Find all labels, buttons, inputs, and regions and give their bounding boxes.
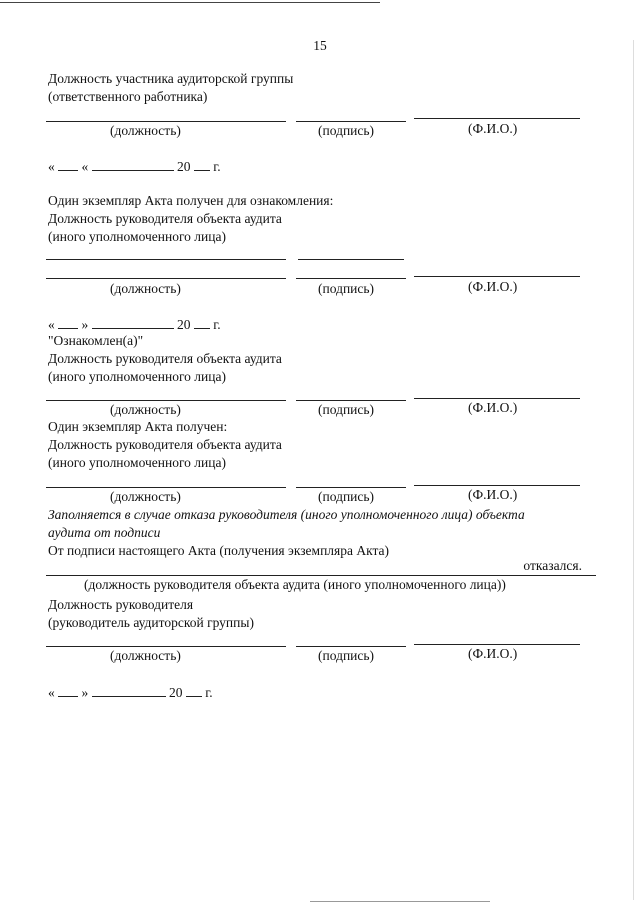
year-prefix: 20 (177, 159, 191, 174)
year-prefix: 20 (177, 317, 191, 332)
page-number: 15 (313, 38, 327, 53)
leader-title-line-2: (руководитель аудиторской группы) (48, 615, 254, 630)
signature-line (296, 278, 406, 279)
auditor-title-line-2: (ответственного работника) (48, 89, 208, 104)
position-line (46, 646, 286, 647)
fio-caption: (Ф.И.О.) (468, 400, 518, 415)
year-prefix: 20 (169, 685, 183, 700)
fio-line (414, 485, 580, 486)
fio-caption: (Ф.И.О.) (468, 646, 518, 661)
month-blank (92, 158, 174, 171)
fio-caption: (Ф.И.О.) (468, 121, 518, 136)
date-open-quote: « (48, 685, 55, 700)
extra-position-line (46, 259, 286, 260)
date-line-3 (48, 684, 213, 701)
scan-edge-bottom (310, 901, 490, 902)
position-caption: (должность) (110, 123, 181, 138)
refusal-caption: (должность руководителя объекта аудита (иного уполномоченного лица)) (84, 577, 506, 592)
position-line (46, 400, 286, 401)
position-caption: (должность) (110, 489, 181, 504)
signature-line (296, 121, 406, 122)
month-blank (92, 316, 174, 329)
scan-edge-top (0, 2, 380, 3)
acquainted-label: "Ознакомлен(а)" (48, 333, 144, 348)
position-line (46, 487, 286, 488)
signature-line (296, 646, 406, 647)
signature-line (296, 400, 406, 401)
head-title-line-1: Должность руководителя объекта аудита (48, 211, 282, 226)
year-suffix: г. (213, 317, 221, 332)
fio-caption: (Ф.И.О.) (468, 487, 518, 502)
position-caption: (должность) (110, 648, 181, 663)
year-suffix: г. (213, 159, 221, 174)
date-close-quote: » (81, 685, 89, 700)
position-line (46, 278, 286, 279)
date-line-1 (48, 158, 221, 175)
refusal-text: От подписи настоящего Акта (получения экземпляра Акта) (48, 543, 390, 558)
position-line (46, 121, 286, 122)
signature-caption: (подпись) (318, 648, 375, 663)
refusal-line (46, 575, 596, 576)
head-title-line-1: Должность руководителя объекта аудита (48, 437, 282, 452)
signature-caption: (подпись) (318, 402, 375, 417)
signature-caption: (подпись) (318, 489, 375, 504)
head-title-line-1: Должность руководителя объекта аудита (48, 351, 282, 366)
fio-caption: (Ф.И.О.) (468, 279, 518, 294)
fio-line (414, 398, 580, 399)
year-blank (194, 158, 210, 171)
date-open-quote: « (48, 159, 55, 174)
signature-caption: (подпись) (318, 281, 375, 296)
signature-caption: (подпись) (318, 123, 375, 138)
date-line-2 (48, 316, 221, 333)
date-second-quote: « (81, 159, 89, 174)
extra-signature-line (298, 259, 404, 260)
fio-line (414, 276, 580, 277)
date-open-quote: « (48, 317, 55, 332)
refusal-note-line-2: аудита от подписи (48, 525, 161, 540)
auditor-title-line-1: Должность участника аудиторской группы (48, 71, 294, 86)
position-caption: (должность) (110, 281, 181, 296)
year-suffix: г. (205, 685, 213, 700)
refused-word: отказался. (523, 558, 582, 573)
copy-received: Один экземпляр Акта получен: (48, 419, 228, 434)
fio-line (414, 644, 580, 645)
head-title-line-2: (иного уполномоченного лица) (48, 229, 226, 244)
head-title-line-2: (иного уполномоченного лица) (48, 455, 226, 470)
day-blank (58, 158, 78, 171)
day-blank (58, 684, 78, 697)
leader-title-line-1: Должность руководителя (48, 597, 194, 612)
head-title-line-2: (иного уполномоченного лица) (48, 369, 226, 384)
refusal-note-line-1: Заполняется в случае отказа руководителя (иного уполномоченного лица) объекта (48, 507, 525, 522)
year-blank (194, 316, 210, 329)
year-blank (186, 684, 202, 697)
date-close-quote: » (81, 317, 89, 332)
copy-received-review: Один экземпляр Акта получен для ознакомления: (48, 193, 334, 208)
scan-edge-right (633, 40, 634, 900)
month-blank (92, 684, 166, 697)
signature-line (296, 487, 406, 488)
position-caption: (должность) (110, 402, 181, 417)
fio-line (414, 118, 580, 119)
day-blank (58, 316, 78, 329)
